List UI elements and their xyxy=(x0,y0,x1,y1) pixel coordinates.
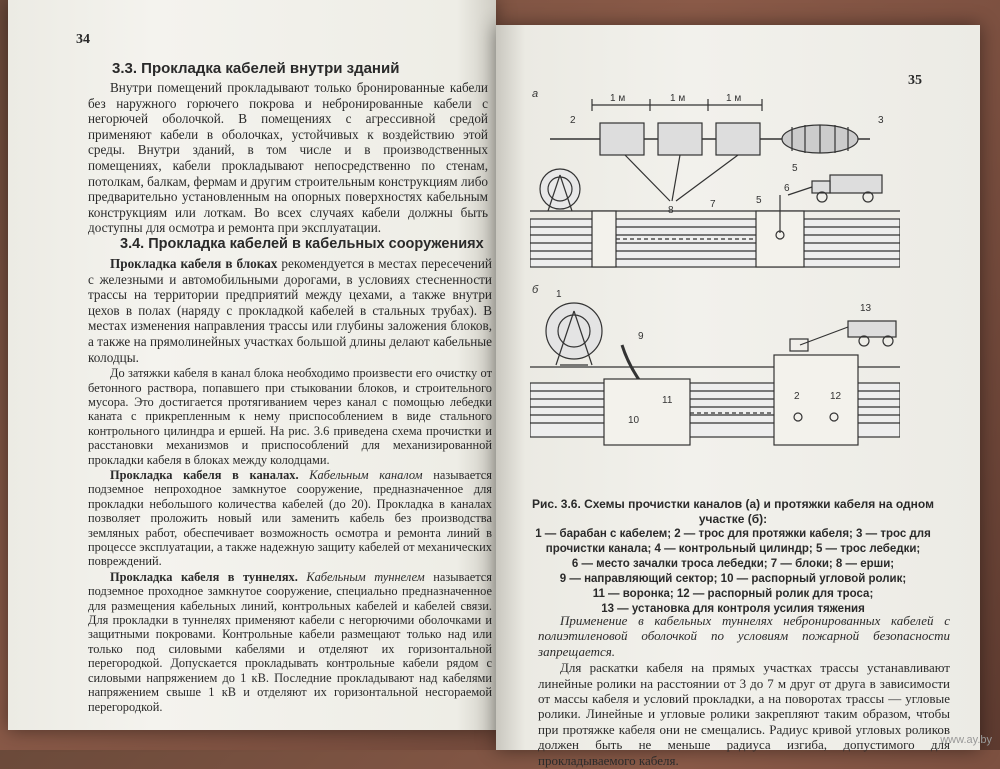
left-text-block-2 xyxy=(88,256,492,715)
winch-truck-a xyxy=(830,175,882,193)
brush-2 xyxy=(658,123,702,155)
label-a: а xyxy=(532,88,539,100)
term-tunnel: Кабельным туннелем xyxy=(297,569,425,584)
figure-3-6 xyxy=(530,83,900,493)
caption-line: 13 — установка для контроля усилия тяжения xyxy=(601,603,865,615)
svg-text:2: 2 xyxy=(570,115,576,126)
text-tunnels: называется подземное проходное замкнутое сооружение, специально предназначенное для размещения кабельных линий, контрольных кабелей и кабелей связи. Для прокладки в туннелях применяют кабели с негорючими оболочками и защитными покровами. Контрольные кабели размещают только над или только под силовыми кабелями и отделяют их горизонтальной перегородкой. Допускается прокладывать контрольные кабели рядом с силовыми напряжением до 1 кВ. Последние прокладывают над кабелями напряжением свыше 1 кВ и отделяют их горизонтальной несгораемой перегородкой. xyxy=(88,569,492,714)
page-number-right: 35 xyxy=(908,73,922,88)
well-b-left xyxy=(604,379,690,445)
svg-text:6: 6 xyxy=(784,183,790,194)
svg-text:11: 11 xyxy=(662,395,673,406)
term-channel: Кабельным каналом xyxy=(298,468,423,482)
caption-line: 6 — место зачалки троса лебедки; 7 — блоки; 8 — ерши; xyxy=(571,558,895,570)
caption-title: Рис. 3.6. Схемы прочистки каналов (а) и протяжки кабеля на одном участке (б): xyxy=(532,497,934,526)
svg-text:1: 1 xyxy=(556,289,562,300)
svg-text:5: 5 xyxy=(792,163,798,174)
lead-tunnels: Прокладка кабеля в туннелях. xyxy=(110,569,298,584)
paragraph-rollers: Для раскатки кабеля на прямых участках трассы устанавливают линейные ролики на расстоянии от 3 до 7 м друг от друга в зависимости от массы кабеля и условий прокладки, а на поворотах трассы — угловые ролики. Линейные и угловые ролики закрепляют таким образом, чтобы при протяжке кабеля они не смещались. Радиус кривой угловых роликов должен быть не меньше радиуса изгиба, допустимого для прокладываемого кабеля. xyxy=(538,660,950,768)
svg-text:8: 8 xyxy=(668,205,674,216)
right-page xyxy=(496,25,980,768)
paragraph-fire-safety: Применение в кабельных туннелях небронированных кабелей с полиэтиленовой оболочкой по условиям пожарной безопасности запрещается. xyxy=(538,613,950,659)
label-b: б xyxy=(532,284,539,296)
dim-label-2: 1 м xyxy=(670,93,686,104)
lead-blocks: Прокладка кабеля в блоках xyxy=(110,256,278,271)
paragraph-channels xyxy=(88,468,492,569)
dim-label-1: 1 м xyxy=(610,93,626,104)
brush-1 xyxy=(600,123,644,155)
heading-3-3: 3.3. Прокладка кабелей внутри зданий xyxy=(112,60,400,77)
caption-line: прочистки канала; 4 — контрольный цилиндр; 5 — трос лебедки; xyxy=(545,543,921,555)
well-b-right xyxy=(774,355,858,445)
caption-line: 11 — воронка; 12 — распорный ролик для троса; xyxy=(592,588,874,600)
paragraph-cleaning: До затяжки кабеля в канал блока необходимо произвести его очистку от бетонного раствора, попавшего при стыковании блоков, и строительного мусора. Это достигается протягиванием через канал с помощью лебедки каната с прикрепленным к нему приспособлением в виде стального контрольного цилиндра и ершей. На рис. 3.6 приведена схема прочистки и расстановки механизмов и приспособлений для механизированной прокладки кабеля в блоках между колодцами. xyxy=(88,366,492,467)
svg-text:5: 5 xyxy=(756,195,762,206)
figure-caption xyxy=(528,497,938,617)
right-text-block xyxy=(538,613,950,769)
svg-text:13: 13 xyxy=(860,303,872,314)
paragraph-tunnels xyxy=(88,570,492,714)
caption-legend xyxy=(528,527,938,617)
svg-text:10: 10 xyxy=(628,415,640,426)
svg-text:7: 7 xyxy=(710,199,716,210)
text-blocks: рекомендуется в местах пересечений с железными и автомобильными дорогами, в условиях стесненности трассы на территории предприятий между цехами, а также внутри цехов в полах (наряду с прокладкой кабелей в стальных трубах). В местах изменения направления трассы или глубины заложения блоков, а также на прямолинейных участках большой длины делают кабельные колодцы. xyxy=(88,256,492,365)
left-text-block xyxy=(88,80,488,237)
brush-3 xyxy=(716,123,760,155)
left-page xyxy=(8,0,496,730)
text-channels: называется подземное непроходное замкнутое сооружение, предназначенное для прокладки небольшого количества кабелей (до 20). Прокладка в каналах позволяет проложить новый или заменить кабель без производства земляных работ, обеспечивает возможность осмотра и ремонта линий в процессе эксплуатации, а также надежную защиту кабелей от механических повреждений. xyxy=(88,468,492,569)
paragraph-blocks xyxy=(88,256,492,365)
caption-line: 9 — направляющий сектор; 10 — распорный угловой ролик; xyxy=(559,573,907,585)
page-number-left: 34 xyxy=(76,32,90,47)
svg-text:9: 9 xyxy=(638,331,644,342)
caption-line: 1 — барабан с кабелем; 2 — трос для протяжки кабеля; 3 — трос для xyxy=(535,528,931,540)
svg-text:2: 2 xyxy=(794,391,800,402)
watermark: www.ay.by xyxy=(940,734,992,746)
svg-text:12: 12 xyxy=(830,391,842,402)
svg-text:3: 3 xyxy=(878,115,884,126)
lead-channels: Прокладка кабеля в каналах. xyxy=(110,468,299,482)
paragraph-buildings: Внутри помещений прокладывают только бронированные кабели без наружного горючего покрова и небронированные кабели с негорючей оболочкой. В помещениях с агрессивной средой применяют кабели в оболочках, устойчивых к воздействию этой среды. Внутри зданий, в том числе и в производственных помещениях, кабели прокладывают непосредственно по стенам, потолкам, балкам, фермам и другим строительным конструкциям либо предварительно установленным на опорных поверхностях кабельным конструкциям или лоткам. Во всех случаях кабели должны быть доступны для осмотра и ремонта при эксплуатации. xyxy=(88,80,488,236)
heading-3-4: 3.4. Прокладка кабелей в кабельных сооружениях xyxy=(120,236,484,252)
dim-label-3: 1 м xyxy=(726,93,742,104)
winch-truck-b xyxy=(848,321,896,337)
